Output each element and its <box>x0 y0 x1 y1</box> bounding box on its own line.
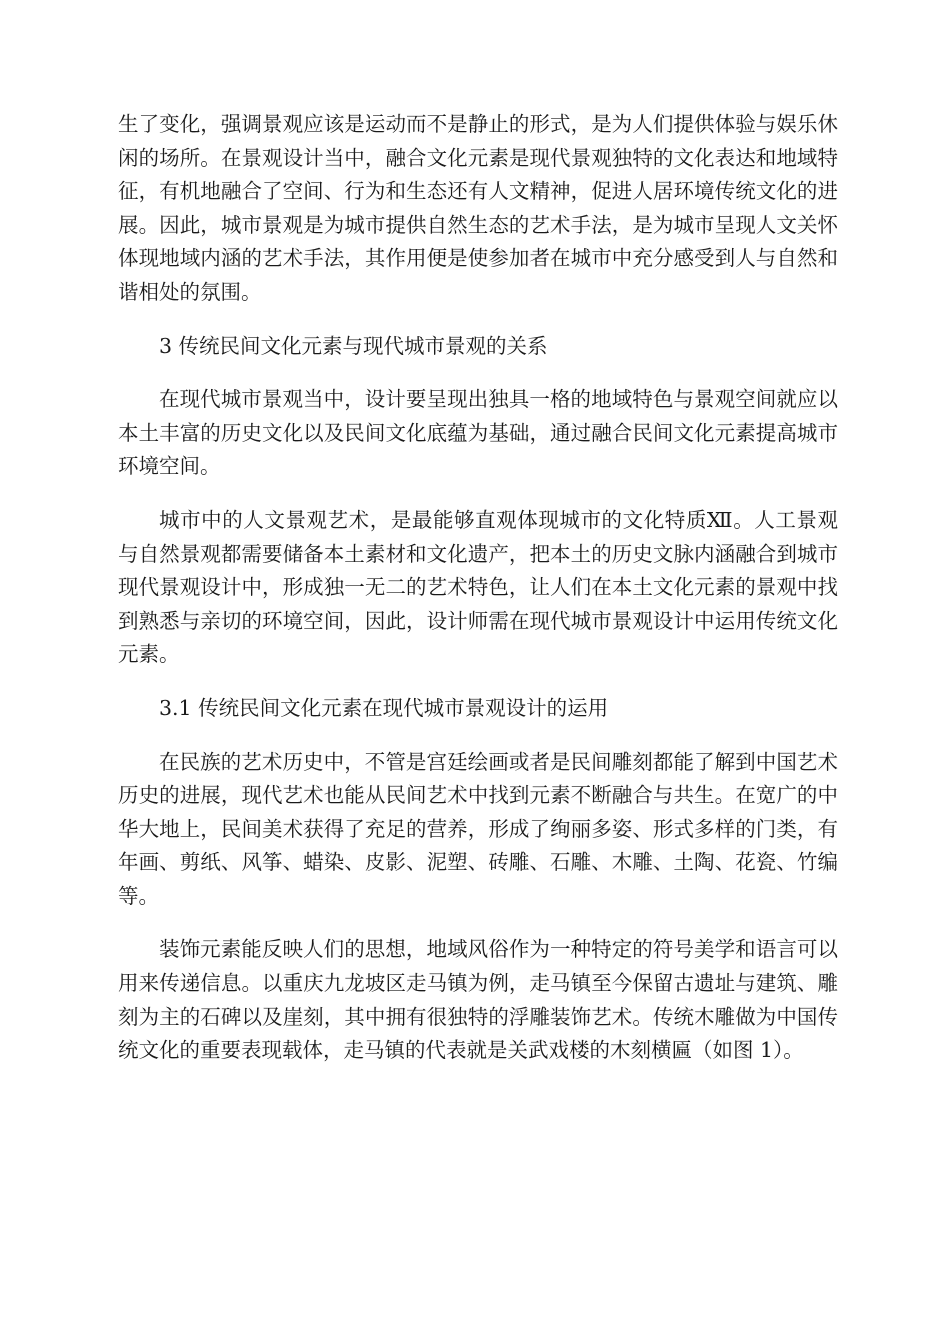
paragraph-humanistic-landscape: 城市中的人文景观艺术，是最能够直观体现城市的文化特质Ⅻ。人工景观与自然景观都需要储备本土素材和文化遗产，把本土的历史文脉内涵融合到城市现代景观设计中，形成独一无二的艺术特色，让人们在本土文化元素的景观中找到熟悉与亲切的环境空间，因此，设计师需在现代城市景观设计中运用传统文化元素。 <box>118 507 838 667</box>
document-body <box>118 108 838 1068</box>
section-heading-3: 3 传统民间文化元素与现代城市景观的关系 <box>159 333 548 358</box>
paragraph-decorative-elements: 装饰元素能反映人们的思想，地域风俗作为一种特定的符号美学和语言可以用来传递信息。以重庆九龙坡区走马镇为例，走马镇至今保留古遗址与建筑、雕刻为主的石碑以及崖刻，其中拥有很独特的浮雕装饰艺术。传统木雕做为中国传统文化的重要表现载体，走马镇的代表就是关武戏楼的木刻横匾（如图 1）。 <box>118 937 838 1063</box>
section-heading-3-1: 3.1 传统民间文化元素在现代城市景观设计的运用 <box>159 695 609 720</box>
paragraph-continuation: 生了变化，强调景观应该是运动而不是静止的形式，是为人们提供体验与娱乐休闲的场所。在景观设计当中，融合文化元素是现代景观独特的文化表达和地域特征，有机地融合了空间、行为和生态还有人文精神，促进人居环境传统文化的进展。因此，城市景观是为城市提供自然生态的艺术手法，是为城市呈现人文关怀体现地域内涵的艺术手法，其作用便是使参加者在城市中充分感受到人与自然和谐相处的氛围。 <box>118 112 838 304</box>
paragraph-landscape-design: 在现代城市景观当中，设计要呈现出独具一格的地域特色与景观空间就应以本土丰富的历史文化以及民间文化底蕴为基础，通过融合民间文化元素提高城市环境空间。 <box>118 387 838 479</box>
paragraph-folk-art-history: 在民族的艺术历史中，不管是宫廷绘画或者是民间雕刻都能了解到中国艺术历史的进展，现代艺术也能从民间艺术中找到元素不断融合与共生。在宽广的中华大地上，民间美术获得了充足的营养，形成了绚丽多姿、形式多样的门类，有年画、剪纸、风筝、蜡染、皮影、泥塑、砖雕、石雕、木雕、土陶、花瓷、竹编等。 <box>118 749 838 908</box>
